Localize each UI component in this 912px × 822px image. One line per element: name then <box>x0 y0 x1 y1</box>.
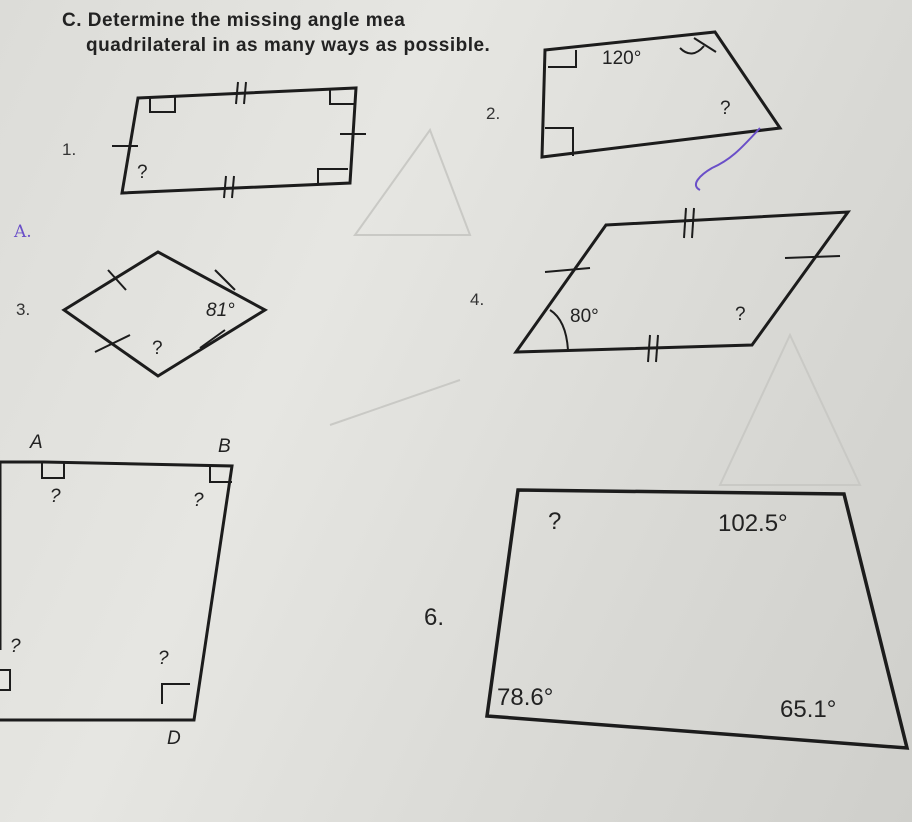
problem-1-number: 1. <box>62 140 77 159</box>
section-heading-line2: quadrilateral in as many ways as possible. <box>86 35 491 56</box>
problem-5-unknown-d: ? <box>158 648 169 669</box>
problem-6-unknown: ? <box>548 508 562 535</box>
problem-3-given-angle: 81° <box>206 300 235 321</box>
problem-3-number: 3. <box>16 300 31 319</box>
vertex-a-label: A <box>30 432 43 453</box>
figure-4-parallelogram <box>516 208 848 362</box>
problem-3-unknown: ? <box>152 338 163 359</box>
problem-5-unknown-b: ? <box>193 490 204 511</box>
section-heading-line1: C. Determine the missing angle mea <box>62 10 406 31</box>
problem-4-number: 4. <box>470 290 485 309</box>
problem-6-given-bottom-left: 78.6° <box>497 684 554 711</box>
problem-4-unknown: ? <box>735 304 746 325</box>
problem-6-number: 6. <box>424 604 445 631</box>
margin-mark: A. <box>14 222 32 242</box>
problem-2-given-angle: 120° <box>602 48 642 69</box>
problem-6-given-bottom-right: 65.1° <box>780 696 837 723</box>
problem-5-unknown-a: ? <box>50 486 61 507</box>
problem-2-unknown: ? <box>720 98 731 119</box>
figure-2-trapezoid <box>542 32 780 157</box>
vertex-d-label: D <box>167 728 181 749</box>
vertex-b-label: B <box>218 436 231 457</box>
figure-1-rectangle <box>112 82 366 198</box>
problem-4-given-angle: 80° <box>570 306 599 327</box>
problem-1-unknown: ? <box>137 162 148 183</box>
problem-6-given-top-right: 102.5° <box>718 510 788 537</box>
problem-5-unknown-left: ? <box>10 636 21 657</box>
problem-2-number: 2. <box>486 104 501 123</box>
